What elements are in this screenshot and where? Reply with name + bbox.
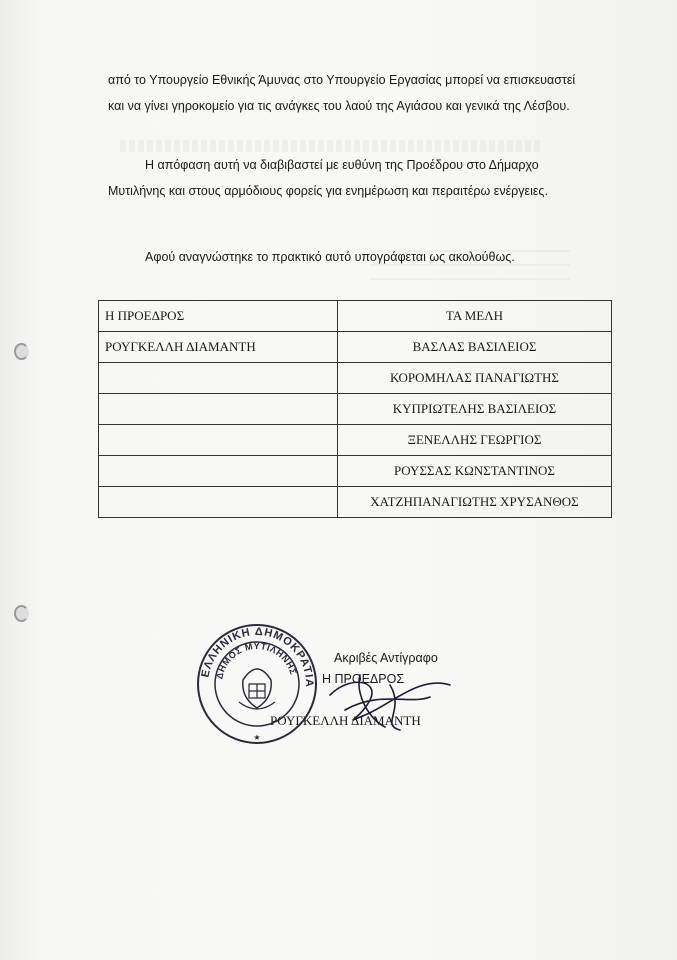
svg-text:★: ★: [253, 733, 261, 742]
header-members: ΤΑ ΜΕΛΗ: [338, 301, 612, 332]
certified-copy-label: Ακριβές Αντίγραφο: [334, 651, 438, 665]
punch-hole: [14, 343, 29, 360]
paragraph-2-line-1: Η απόφαση αυτή να διαβιβαστεί με ευθύνη της Προέδρου στο Δήμαρχο: [145, 158, 539, 172]
president-name: ΡΟΥΓΚΕΛΛΗ ΔΙΑΜΑΝΤΗ: [99, 332, 338, 363]
certified-name: ΡΟΥΓΚΕΛΛΗ ΔΙΑΜΑΝΤΗ: [270, 713, 421, 728]
paragraph-1-line-1: από το Υπουργείο Εθνικής Άμυνας στο Υπουργείο Εργασίας μπορεί να επισκευαστεί: [108, 73, 576, 87]
paragraph-2-line-2: Μυτιλήνης και στους αρμόδιους φορείς για ενημέρωση και περαιτέρω ενέργειες.: [108, 184, 548, 198]
punch-hole: [14, 605, 29, 622]
closing-statement: Αφού αναγνώστηκε το πρακτικό αυτό υπογράφεται ως ακολούθως.: [145, 250, 515, 264]
table-row: [99, 425, 612, 456]
handwritten-signature: [310, 655, 460, 735]
member-name: ΚΥΠΡΙΩΤΕΛΗΣ ΒΑΣΙΛΕΙΟΣ: [338, 394, 612, 425]
svg-text:ΕΛΛΗΝΙΚΗ ΔΗΜΟΚΡΑΤΙΑ: ΕΛΛΗΝΙΚΗ ΔΗΜΟΚΡΑΤΙΑ: [199, 625, 316, 688]
member-name: ΡΟΥΣΣΑΣ ΚΩΝΣΤΑΝΤΙΝΟΣ: [338, 456, 612, 487]
paragraph-1-line-2: και να γίνει γηροκομείο για τις ανάγκες του λαού της Αγιάσου και γενικά της Λέσβου.: [108, 99, 570, 113]
signature-table: [98, 300, 612, 518]
table-header-row: [99, 301, 612, 332]
table-row: [99, 456, 612, 487]
table-row: [99, 394, 612, 425]
header-president: Η ΠΡΟΕΔΡΟΣ: [99, 301, 338, 332]
table-row: [99, 487, 612, 518]
bleed-through: [120, 140, 540, 152]
member-name: ΚΟΡΟΜΗΛΑΣ ΠΑΝΑΓΙΩΤΗΣ: [338, 363, 612, 394]
certified-role: Η ΠΡΟΕΔΡΟΣ: [322, 672, 405, 686]
table-row: [99, 363, 612, 394]
coat-of-arms-icon: [239, 669, 275, 709]
svg-text:ΔΗΜΟΣ ΜΥΤΙΛΗΝΗΣ: ΔΗΜΟΣ ΜΥΤΙΛΗΝΗΣ: [214, 640, 299, 681]
member-name: ΒΑΣΛΑΣ ΒΑΣΙΛΕΙΟΣ: [338, 332, 612, 363]
member-name: ΞΕΝΕΛΛΗΣ ΓΕΩΡΓΙΟΣ: [338, 425, 612, 456]
member-name: ΧΑΤΖΗΠΑΝΑΓΙΩΤΗΣ ΧΡΥΣΑΝΘΟΣ: [338, 487, 612, 518]
table-row: [99, 332, 612, 363]
